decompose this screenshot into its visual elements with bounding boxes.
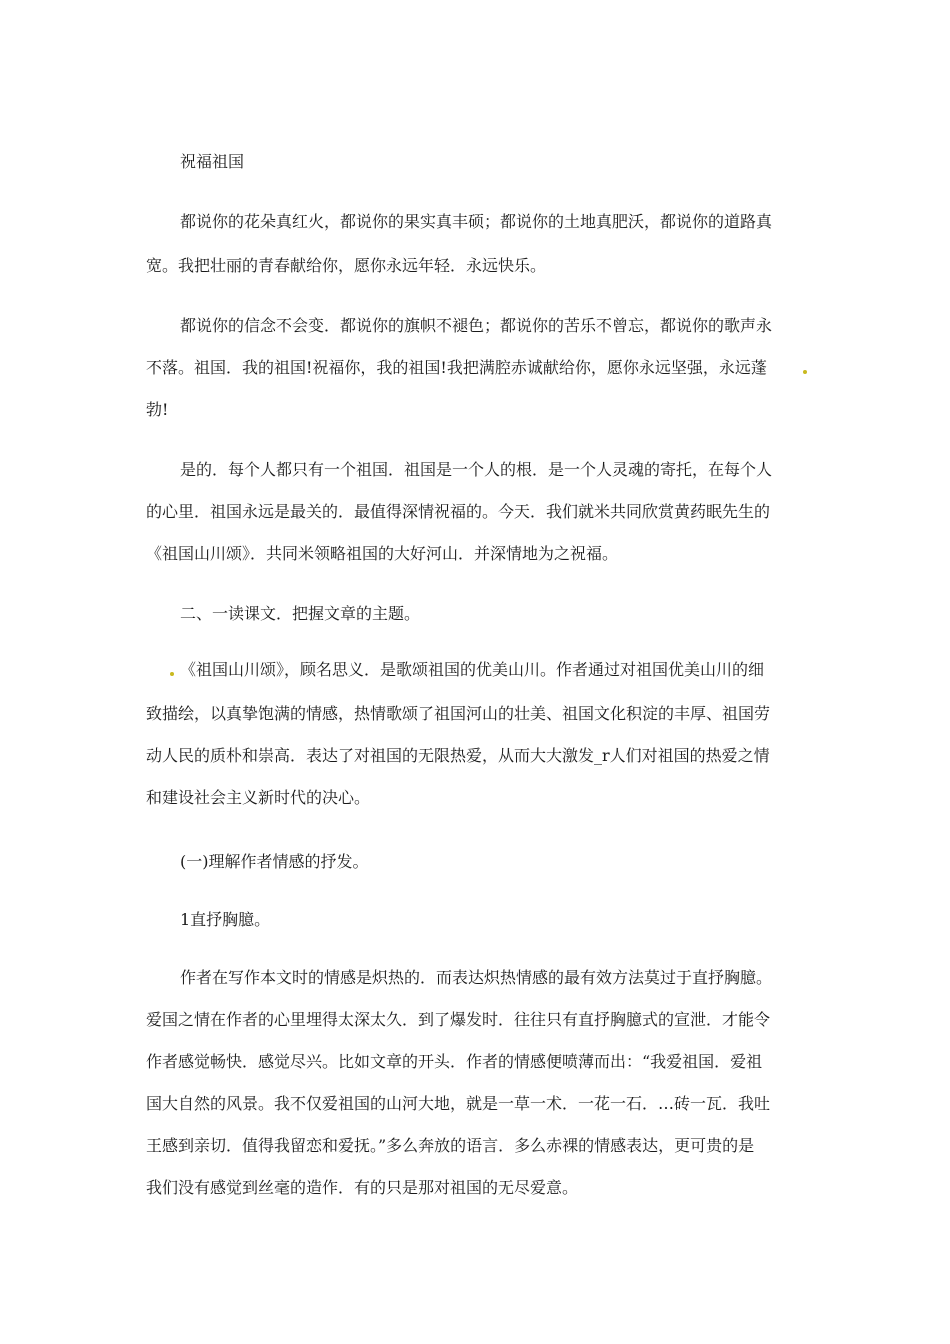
paragraph-line: 我们没有感觉到丝毫的造作．有的只是那对祖国的无尽爱意。 [146,1178,579,1197]
paragraph-line: 不落。祖国．我的祖国!祝福你，我的祖国!我把满腔赤诚献给你，愿你永远坚强，永远蓬 [146,358,767,377]
subheading: (一)理解作者情感的抒发。 [180,852,369,871]
section-heading: 二、一读课文．把握文章的主题。 [180,604,421,623]
paragraph-line: 《祖国山川颂》．共同米领略祖国的大好河山．并深情地为之祝福。 [146,544,619,563]
paragraph-line: 爱国之情在作者的心里埋得太深太久．到了爆发时．往往只有直抒胸臆式的宣泄．才能令 [146,1010,771,1029]
paragraph-line: 作者感觉畅快．感觉尽兴。比如文章的开头．作者的情感便喷薄而出：“我爱祖国．爱祖 [146,1052,763,1071]
paragraph-line: 作者在写作本文时的情感是炽热的．而表达炽热情感的最有效方法莫过于直抒胸臆。 [180,968,773,987]
paragraph-line: 动人民的质朴和崇高．表达了对祖国的无限热爱，从而大大激发_r人们对祖国的热爱之情 [146,746,770,765]
paragraph-line: 都说你的花朵真红火，都说你的果实真丰硕；都说你的土地真肥沃，都说你的道路真 [180,212,773,231]
document-title: 祝福祖国 [180,152,245,171]
paragraph-line: 勃! [146,400,169,419]
paragraph-line: 和建设社会主义新时代的决心。 [146,788,371,807]
mark-dot [803,370,807,374]
paragraph-line: 都说你的信念不会变．都说你的旗帜不褪色；都说你的苦乐不曾忘，都说你的歌声永 [180,316,773,335]
point-heading: 1直抒胸臆。 [180,910,271,929]
paragraph-line: 的心里．祖国永远是最关的．最值得深情祝福的。今天．我们就米共同欣赏黄药眠先生的 [146,502,771,521]
paragraph-line: 《祖国山川颂》，顾名思义．是歌颂祖国的优美山川。作者通过对祖国优美山川的细 [180,660,765,679]
mark-dot [170,672,174,676]
paragraph-line: 王感到亲切．值得我留恋和爱抚。”多么奔放的语言．多么赤裸的情感表达，更可贵的是 [146,1136,755,1155]
paragraph-line: 宽。我把壮丽的青春献给你，愿你永远年轻．永远快乐。 [146,256,547,275]
paragraph-line: 是的．每个人都只有一个祖国．祖国是一个人的根．是一个人灵魂的寄托，在每个人 [180,460,773,479]
paragraph-line: 致描绘，以真挚饱满的情感，热情歌颂了祖国河山的壮美、祖国文化积淀的丰厚、祖国劳 [146,704,771,723]
paragraph-line: 国大自然的风景。我不仅爱祖国的山河大地，就是一草一术．一花一石．…砖一瓦．我吐 [146,1094,771,1113]
